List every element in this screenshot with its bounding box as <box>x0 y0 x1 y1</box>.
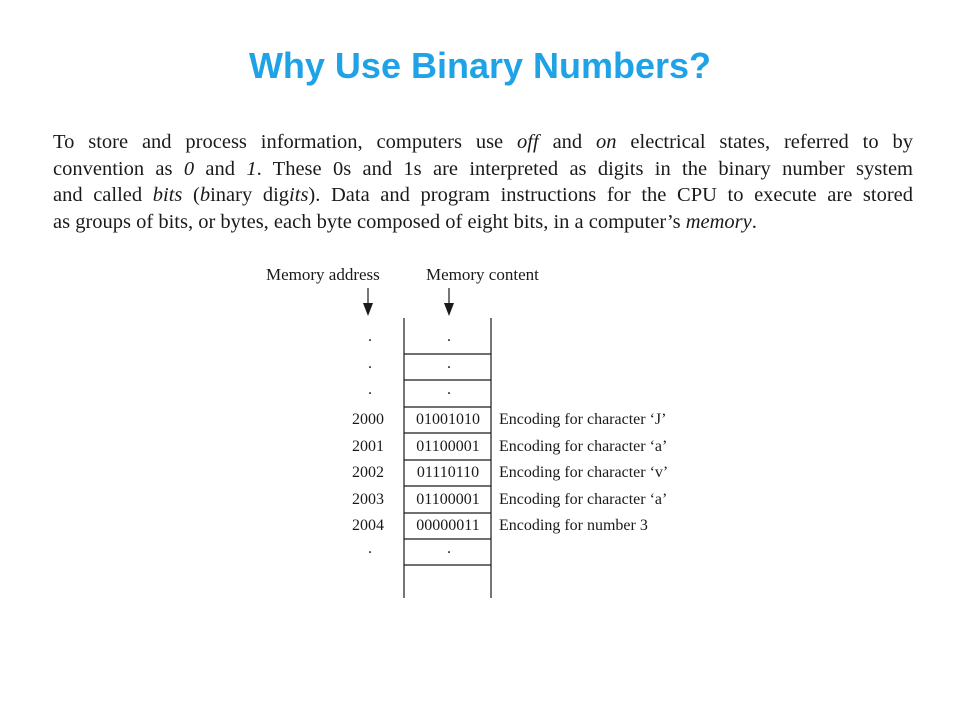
italic-term-zero: 0 <box>183 157 195 180</box>
italic-term-memory: memory <box>685 210 752 233</box>
row-content: 01100001 <box>416 491 480 508</box>
row-address: 2003 <box>352 491 384 508</box>
slide-title: Why Use Binary Numbers? <box>248 45 712 86</box>
row-address: 2002 <box>352 464 384 481</box>
content-arrow-head <box>444 303 454 316</box>
content-ellipsis-dot: . <box>447 355 451 372</box>
row-content: 01110110 <box>416 464 480 481</box>
italic-term-bits: bits <box>152 184 183 206</box>
address-ellipsis-dot: . <box>368 540 372 557</box>
text-run: . <box>751 210 757 233</box>
italic-letter-b: b <box>199 184 211 206</box>
text-run: and called <box>53 184 143 206</box>
text-run: ( <box>193 184 200 206</box>
row-address: 2000 <box>352 411 384 428</box>
text-run: and <box>205 157 236 180</box>
memory-address-header: Memory address <box>266 265 380 284</box>
italic-term-one: 1 <box>246 157 257 180</box>
text-run: . These 0s and 1s are interpreted as digits in the binary number system <box>256 157 913 180</box>
text-run: inary dig <box>210 184 290 206</box>
row-description: Encoding for character ‘a’ <box>499 438 668 455</box>
memory-content-header: Memory content <box>426 265 539 284</box>
content-ellipsis-dot: . <box>447 381 451 398</box>
text-run: convention as <box>53 157 173 180</box>
row-content: 01100001 <box>416 438 480 455</box>
text-run: and <box>552 131 583 153</box>
row-description: Encoding for character ‘v’ <box>499 464 669 481</box>
content-ellipsis-dot: . <box>447 540 451 557</box>
address-ellipsis-dot: . <box>368 328 372 345</box>
address-arrow-head <box>363 303 373 316</box>
row-description: Encoding for number 3 <box>499 517 648 534</box>
row-description: Encoding for character ‘a’ <box>499 491 668 508</box>
row-address: 2004 <box>352 517 384 534</box>
row-content: 01001010 <box>416 411 480 428</box>
text-run: electrical states, referred to by <box>630 131 913 153</box>
row-description: Encoding for character ‘J’ <box>499 411 667 428</box>
row-content: 00000011 <box>416 517 480 534</box>
italic-term-off: off <box>517 131 539 153</box>
italic-letters-its: its <box>289 184 309 206</box>
italic-term-on: on <box>596 131 617 153</box>
row-address: 2001 <box>352 438 384 455</box>
text-run: as groups of bits, or bytes, each byte composed of eight bits, in a computer’s <box>53 210 681 233</box>
address-ellipsis-dot: . <box>368 355 372 372</box>
content-ellipsis-dot: . <box>447 328 451 345</box>
address-ellipsis-dot: . <box>368 381 372 398</box>
text-run: To store and process information, computers use <box>53 131 504 153</box>
text-run: ). Data and program instructions for the CPU to execute are stored <box>308 184 914 206</box>
